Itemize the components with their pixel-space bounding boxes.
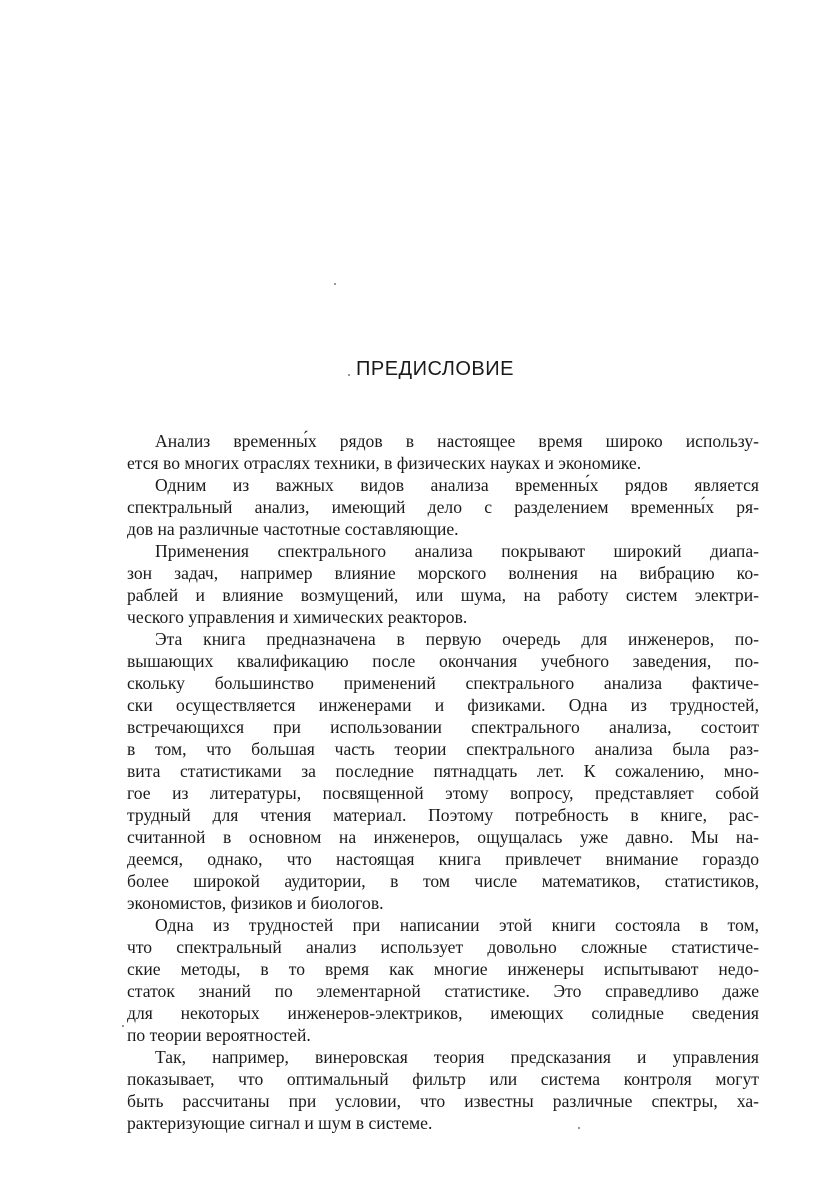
text-line: Так, например, винеровская теория предсказания и управления — [155, 1047, 759, 1067]
text-line: вышающих квалификацию после окончания учебного заведения, по- — [127, 651, 759, 671]
text-line: деемся, однако, что настоящая книга привлечет внимание гораздо — [127, 849, 759, 869]
text-line: Одним из важных видов анализа временны́х рядов является — [155, 475, 759, 495]
body-text — [127, 430, 759, 1134]
paragraph — [127, 628, 759, 914]
text-line: быть рассчитаны при условии, что известны различные спектры, ха- — [127, 1091, 759, 1111]
text-line: Применения спектрального анализа покрывают широкий диапа- — [155, 541, 759, 561]
paragraph — [127, 1046, 759, 1134]
text-line: ческого управления и химических реакторов. — [127, 607, 468, 627]
text-line: ется во многих отраслях техники, в физических науках и экономике. — [127, 453, 642, 473]
text-line: спектральный анализ, имеющий дело с разделением временны́х ря- — [127, 497, 759, 517]
text-line: что спектральный анализ использует довольно сложные статистиче- — [127, 937, 759, 957]
page-title: ПРЕДИСЛОВИЕ — [356, 358, 514, 380]
text-line: показывает, что оптимальный фильтр или система контроля могут — [127, 1069, 759, 1089]
text-line: в том, что большая часть теории спектрального анализа была раз- — [127, 739, 759, 759]
text-line: статок знаний по элементарной статистике. Это справедливо даже — [127, 981, 759, 1001]
text-line: встречающихся при использовании спектрального анализа, состоит — [127, 717, 759, 737]
text-line: Одна из трудностей при написании этой книги состояла в том, — [155, 915, 759, 935]
text-line: более широкой аудитории, в том числе математиков, статистиков, — [127, 871, 759, 891]
text-line: ски осуществляется инженерами и физиками. Одна из трудностей, — [127, 695, 759, 715]
text-line: ские методы, в то время как многие инженеры испытывают недо- — [127, 959, 759, 979]
text-line: считанной в основном на инженеров, ощущалась уже давно. Мы на- — [127, 827, 759, 847]
text-line: рактеризующие сигнал и шум в системе. — [127, 1113, 433, 1133]
text-line: гое из литературы, посвященной этому вопросу, представляет собой — [127, 783, 759, 803]
text-line: трудный для чтения материал. Поэтому потребность в книге, рас- — [127, 805, 759, 825]
text-line: Эта книга предназначена в первую очередь для инженеров, по- — [155, 629, 759, 649]
paragraph — [127, 430, 759, 474]
text-line: для некоторых инженеров-электриков, имеющих солидные сведения — [127, 1003, 759, 1023]
paragraph — [127, 914, 759, 1046]
text-line: по теории вероятностей. — [127, 1025, 311, 1045]
scan-speck — [122, 1025, 124, 1027]
text-line: дов на различные частотные составляющие. — [127, 519, 459, 539]
text-line: вита статистиками за последние пятнадцать лет. К сожалению, мно- — [127, 761, 759, 781]
paragraph — [127, 474, 759, 540]
text-line: экономистов, физиков и биологов. — [127, 893, 384, 913]
text-line: раблей и влияние возмущений, или шума, на работу систем электри- — [127, 585, 759, 605]
text-line: Анализ временны́х рядов в настоящее время широко использу- — [155, 431, 759, 451]
paragraph — [127, 540, 759, 628]
scan-speck — [334, 283, 336, 285]
text-line: скольку большинство применений спектрального анализа фактиче- — [127, 673, 759, 693]
text-line: зон задач, например влияние морского волнения на вибрацию ко- — [127, 563, 759, 583]
